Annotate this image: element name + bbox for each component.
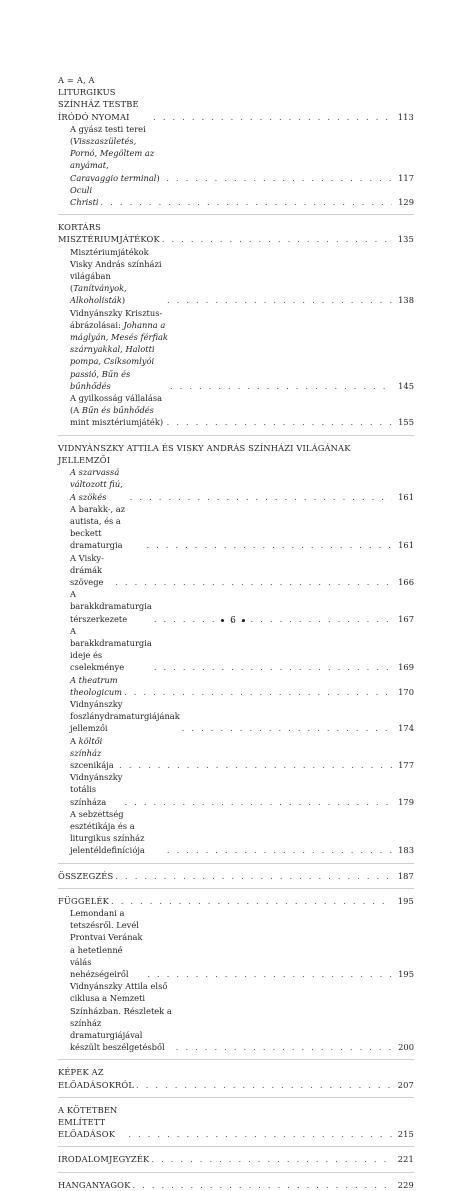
toc-section-entry[interactable] — [58, 1066, 414, 1090]
toc-entry-text: Vidnyánszky Krisztus-ábrázolásai: — [70, 307, 163, 330]
toc-entry-text: A barakkdramaturgia ideje és cselekménye — [70, 625, 152, 673]
dot-leader — [162, 233, 392, 245]
toc-entry-text: Oculi Christi — [70, 184, 99, 208]
toc-entry-title — [70, 123, 164, 184]
toc-entry-text: Lemondani a tetszésről. Levél Prontvai Verának a hetetlenné válás nehézségeiről — [70, 908, 143, 980]
toc-entry-text: Tanítványok, Alkoholisták — [70, 283, 127, 306]
toc-entry-text: Vidnyánszky totális színháza — [70, 772, 123, 807]
toc-subentry[interactable] — [58, 123, 414, 184]
toc-page-number: 179 — [398, 796, 414, 807]
toc-entry-title — [70, 674, 122, 698]
toc-entry-text: költői színház — [70, 735, 103, 758]
toc-entry-text: Johanna a máglyán, Mesés férfiak szárnyakkal, Halotti pompa, Csíksomlyói passió, Bűn és bűnhődés — [70, 319, 168, 391]
dot-leader — [153, 111, 392, 123]
dot-leader — [167, 294, 392, 306]
toc-entry-title: A KÖTETBEN EMLÍTETT ELŐADÁSOK — [58, 1104, 118, 1140]
dot-leader — [176, 1041, 392, 1053]
toc-entry-title — [70, 246, 165, 307]
toc-entry-text: A — [70, 735, 79, 746]
toc-page-number: 117 — [398, 172, 414, 183]
dot-leader — [128, 1128, 392, 1140]
toc-entry-text: Vidnyánszky foszlánydramaturgiájának jellemzői — [70, 698, 180, 734]
toc-entry-title — [70, 735, 117, 772]
section-divider — [58, 1146, 414, 1147]
toc-entry-title — [70, 771, 122, 808]
dot-leader — [146, 539, 392, 551]
toc-subentry[interactable] — [58, 307, 414, 392]
dot-leader — [167, 844, 392, 856]
toc-entry-title — [70, 466, 128, 503]
toc-entry-text: Visszaszületés, Pornó, Megöltem az anyámat, Caravaggio terminal — [70, 136, 157, 183]
toc-entry-title: FÜGGELÉK — [58, 895, 110, 906]
toc-page-number: 195 — [397, 895, 414, 906]
toc-page-number: 161 — [398, 540, 414, 551]
section-divider — [58, 1097, 414, 1098]
toc-entry-text: A gyász testi terei ( — [70, 123, 146, 147]
toc-entry-title — [70, 808, 165, 857]
toc-entry-title: IRODALOMJEGYZÉK — [58, 1154, 150, 1165]
dot-leader — [136, 1079, 392, 1091]
toc-subentry[interactable] — [58, 246, 414, 307]
toc-page-number: 207 — [397, 1079, 414, 1090]
toc-page-number: 195 — [398, 969, 414, 980]
toc-section-entry[interactable] — [58, 442, 414, 466]
dot-leader — [124, 686, 392, 698]
dot-leader — [115, 576, 392, 588]
toc-subentry[interactable] — [58, 625, 414, 674]
bullet-icon — [242, 619, 245, 622]
toc-entry-title: KÉPEK AZ ELŐADÁSOKRÓL — [58, 1067, 135, 1090]
dot-leader — [166, 172, 392, 184]
bullet-icon — [221, 619, 224, 622]
toc-entry-title — [70, 307, 168, 392]
toc-page-number: 174 — [398, 723, 414, 734]
toc-page-number: 169 — [398, 662, 414, 673]
page-footer — [0, 616, 466, 626]
toc-entry-title: KORTÁRS MISZTÉRIUMJÁTÉKOK — [58, 222, 160, 245]
toc-entry-title — [70, 392, 165, 429]
dot-leader — [182, 722, 392, 734]
toc-section-entry[interactable] — [58, 1153, 414, 1165]
toc-subentry[interactable] — [58, 698, 414, 735]
toc-subentry[interactable] — [58, 392, 414, 429]
toc-subentry[interactable] — [58, 552, 414, 589]
toc-page-number: 183 — [398, 845, 414, 856]
section-divider — [58, 863, 414, 864]
dot-leader — [111, 895, 392, 907]
toc-entry-title — [70, 184, 99, 208]
toc-section-entry[interactable] — [58, 870, 414, 882]
toc-entry-text: mint misztériumjáték) — [70, 417, 164, 428]
toc-subentry[interactable] — [58, 808, 414, 857]
toc-entry-title — [70, 625, 152, 674]
page-number: 6 — [230, 616, 236, 626]
toc-page-number: 166 — [398, 576, 414, 587]
toc-page-number: 187 — [397, 870, 414, 881]
toc-entry-text: szcenikája — [70, 759, 114, 770]
toc-page-number: 221 — [397, 1154, 414, 1165]
dot-leader — [132, 1179, 392, 1191]
toc-entry-text: A barakk-, az autista, és a beckett dramaturgia — [70, 503, 126, 551]
dot-leader — [119, 759, 392, 771]
dot-leader — [101, 196, 392, 208]
toc-page-number: 170 — [398, 686, 414, 697]
dot-leader — [115, 870, 392, 882]
dot-leader — [154, 661, 392, 673]
toc-subentry[interactable] — [58, 184, 414, 208]
dot-leader — [147, 968, 392, 980]
dot-leader — [124, 796, 392, 808]
toc-page-number: 155 — [398, 417, 414, 428]
toc-page-number: 135 — [397, 234, 414, 245]
toc-page-number: 138 — [398, 295, 414, 306]
toc-subentry[interactable] — [58, 466, 414, 503]
toc-entry-text: ) — [156, 172, 160, 183]
toc-entry-text: ) — [121, 295, 126, 306]
toc-page-number: 177 — [398, 759, 414, 770]
toc-entry-title: ÖSSZEGZÉS — [58, 870, 114, 881]
section-divider — [58, 435, 414, 436]
toc-entry-text: A barakkdramaturgia térszerkezete — [70, 589, 152, 624]
toc-entry-title: HANGANYAGOK — [58, 1179, 131, 1190]
section-divider — [58, 214, 414, 215]
toc-page-number: 167 — [398, 613, 414, 624]
toc-entry-text: A szarvassá változott fiú, A szökés — [70, 467, 123, 502]
toc-entry-title — [70, 552, 113, 589]
toc-entry-text: Bűn és bűnhődés — [81, 405, 154, 416]
toc-entry-text: A theatrum theologicum — [70, 674, 123, 697]
toc-section-entry[interactable] — [58, 895, 414, 907]
toc-page-number: 129 — [398, 197, 414, 208]
toc-section-entry[interactable] — [58, 1179, 414, 1191]
toc-entry-text: A gyilkosság vállalása (A — [70, 393, 163, 416]
section-divider — [58, 1172, 414, 1173]
toc-subentry[interactable] — [58, 674, 414, 698]
toc-entry-title — [70, 907, 145, 980]
toc-page-number: 113 — [397, 111, 414, 122]
toc-page-number: 200 — [398, 1042, 414, 1053]
section-divider — [58, 888, 414, 889]
toc-page-number: 229 — [397, 1179, 414, 1190]
toc-entry-title — [70, 698, 180, 735]
toc-entry-text: Misztériumjátékok Visky András színházi világában ( — [70, 246, 162, 294]
toc-entry-title: A = A, A LITURGIKUS SZÍNHÁZ TESTBE ÍRÓDÓ NYOMAI — [58, 75, 139, 122]
dot-leader — [130, 491, 392, 503]
dot-leader — [167, 416, 392, 428]
toc-section-entry[interactable] — [58, 74, 414, 123]
toc-entry-title — [70, 980, 174, 1053]
toc-section-entry[interactable] — [58, 221, 414, 245]
toc-subentry[interactable] — [58, 735, 414, 772]
section-divider — [58, 1059, 414, 1060]
toc-subentry[interactable] — [58, 771, 414, 808]
toc-subentry[interactable] — [58, 980, 414, 1053]
toc-page-number: 215 — [397, 1129, 414, 1140]
table-of-contents — [58, 74, 414, 1191]
toc-page-number: 161 — [398, 491, 414, 502]
dot-leader — [170, 380, 392, 392]
toc-subentry[interactable] — [58, 503, 414, 552]
toc-entry-text: Vidnyánszky Attila első ciklusa a Nemzeti Színházban. Részletek a színház dramaturgiájával készült beszélgetésből — [70, 981, 172, 1053]
toc-entry-title: VIDNYÁNSZKY ATTILA ÉS VISKY ANDRÁS SZÍNHÁZI VILÁGÁNAK JELLEMZŐI — [58, 442, 351, 465]
toc-section-entry[interactable] — [58, 1104, 414, 1141]
toc-page-number: 145 — [398, 380, 414, 391]
toc-entry-text: A sebzettség esztétikája és a liturgikus színház jelentéldefiníciója — [70, 808, 145, 856]
toc-entry-text: A Visky-drámák szövege — [70, 552, 104, 587]
toc-entry-title — [70, 503, 144, 552]
dot-leader — [151, 1153, 392, 1165]
toc-subentry[interactable] — [58, 907, 414, 980]
